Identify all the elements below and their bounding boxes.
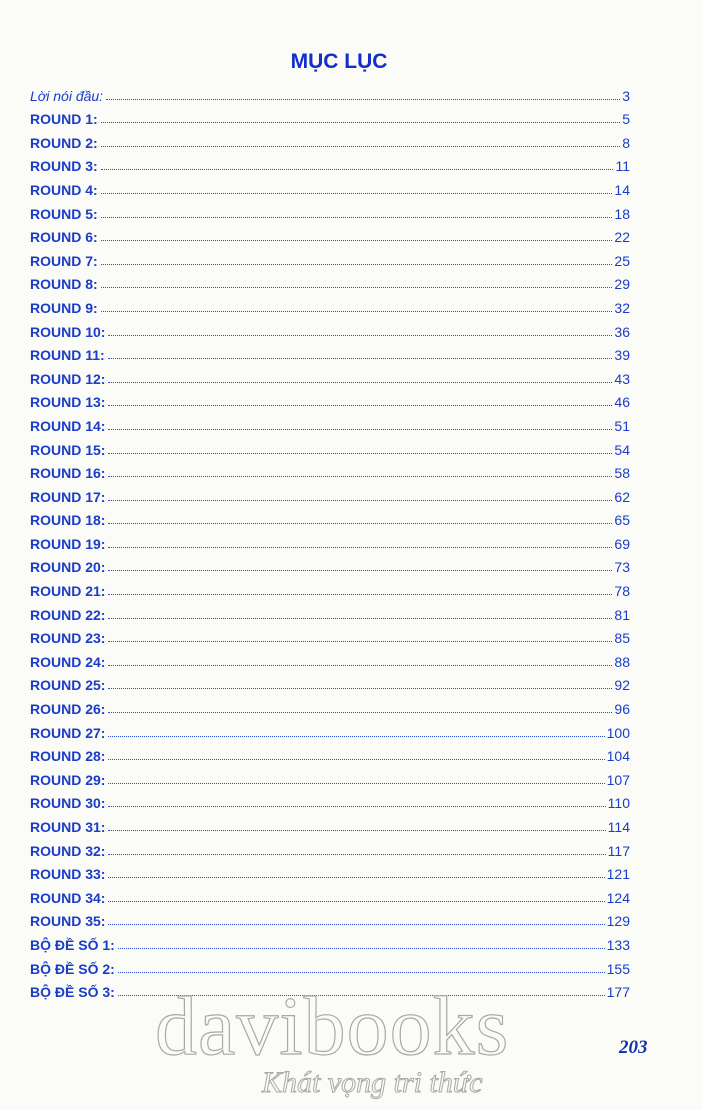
- toc-entry: [30, 80, 630, 104]
- toc-entry: [30, 104, 630, 128]
- dot-leader: [101, 193, 613, 194]
- dot-leader: [108, 358, 613, 359]
- dot-leader: [101, 287, 613, 288]
- toc-entry-label: ROUND 2:: [30, 134, 98, 151]
- toc-entry: [30, 929, 630, 953]
- toc-entry-page: 65: [614, 512, 630, 529]
- dot-leader: [101, 122, 621, 123]
- toc-entry-page: 133: [606, 936, 630, 953]
- toc-entry-label: ROUND 18:: [30, 512, 106, 529]
- dot-leader: [108, 877, 604, 878]
- toc-entry-page: 117: [607, 842, 630, 859]
- dot-leader: [101, 169, 614, 170]
- page-title: MỤC LỤC: [290, 50, 388, 73]
- toc-entry-page: 54: [614, 441, 630, 458]
- dot-leader: [118, 948, 605, 949]
- toc-entry-page: 104: [606, 748, 630, 765]
- dot-leader: [108, 405, 612, 406]
- toc-entry-label: ROUND 5:: [30, 205, 98, 222]
- dot-leader: [108, 453, 612, 454]
- toc-entry: [30, 481, 630, 505]
- toc-entry: [30, 599, 630, 623]
- toc-entry-page: 85: [614, 630, 630, 647]
- watermark-tagline: Khát vọng tri thức: [262, 1066, 483, 1099]
- toc-entry: [30, 811, 630, 835]
- toc-entry-label: ROUND 25:: [30, 677, 106, 694]
- dot-leader: [118, 972, 605, 973]
- toc-entry-label: ROUND 7:: [30, 252, 98, 269]
- dot-leader: [106, 99, 620, 100]
- dot-leader: [108, 570, 612, 571]
- toc-entry: [30, 127, 630, 151]
- toc-entry-page: 39: [614, 347, 630, 364]
- dot-leader: [108, 759, 604, 760]
- toc-entry-label: ROUND 27:: [30, 724, 106, 741]
- toc-entry: [30, 552, 630, 576]
- toc-entry: [30, 363, 630, 387]
- dot-leader: [108, 854, 605, 855]
- dot-leader: [108, 641, 612, 642]
- toc-entry: [30, 788, 630, 812]
- dot-leader: [108, 476, 612, 477]
- toc-entry-page: 5: [622, 111, 630, 128]
- toc-entry-label: ROUND 34:: [30, 889, 106, 906]
- dot-leader: [108, 736, 604, 737]
- dot-leader: [108, 688, 612, 689]
- dot-leader: [101, 240, 613, 241]
- toc-entry-page: 46: [614, 394, 630, 411]
- dot-leader: [101, 146, 621, 147]
- toc-entry-page: 73: [614, 559, 630, 576]
- toc-entry-label: ROUND 20:: [30, 559, 106, 576]
- dot-leader: [101, 311, 613, 312]
- toc-entry-page: 114: [607, 819, 630, 835]
- toc-entry-page: 177: [606, 984, 630, 1001]
- toc-entry-label: ROUND 12:: [30, 370, 106, 387]
- toc-entry: [30, 882, 630, 906]
- dot-leader: [108, 335, 612, 336]
- toc-entry-page: 62: [614, 488, 630, 505]
- toc-entry-page: 3: [622, 87, 630, 104]
- toc-entry-page: 29: [614, 276, 630, 293]
- toc-entry-label: ROUND 28:: [30, 748, 106, 765]
- toc-entry-page: 69: [614, 535, 630, 552]
- toc-entry: [30, 151, 630, 175]
- toc-entry-label: ROUND 16:: [30, 465, 106, 482]
- dot-leader: [101, 217, 613, 218]
- toc-entry-page: 88: [614, 653, 630, 670]
- toc-entry: [30, 859, 630, 883]
- dot-leader: [108, 924, 604, 925]
- toc-entry-page: 22: [614, 229, 630, 246]
- toc-entry-page: 32: [614, 299, 630, 316]
- toc-entry-label: ROUND 19:: [30, 535, 106, 552]
- toc-entry: [30, 340, 630, 364]
- toc-entry-label: ROUND 32:: [30, 842, 106, 859]
- toc-entry-label: ROUND 26:: [30, 701, 106, 718]
- toc-entry-page: 43: [614, 370, 630, 387]
- toc-entry: [30, 623, 630, 647]
- toc-entry: [30, 670, 630, 694]
- toc-entry-label: ROUND 35:: [30, 913, 106, 930]
- toc-entry-page: 78: [614, 583, 630, 600]
- toc-entry: [30, 528, 630, 552]
- toc-entry-label: ROUND 15:: [30, 441, 106, 458]
- toc-entry-page: 92: [614, 677, 630, 694]
- toc-entry: [30, 174, 630, 198]
- table-of-contents: [30, 80, 630, 1000]
- watermark-logo: davibooks: [155, 980, 510, 1073]
- toc-entry: [30, 693, 630, 717]
- toc-entry-label: ROUND 23:: [30, 630, 106, 647]
- toc-entry-page: 107: [606, 771, 630, 788]
- dot-leader: [108, 500, 612, 501]
- toc-entry: [30, 835, 630, 859]
- toc-entry-page: 121: [606, 866, 630, 883]
- dot-leader: [108, 783, 604, 784]
- toc-entry: [30, 222, 630, 246]
- toc-entry-page: 129: [606, 913, 630, 930]
- toc-entry: [30, 410, 630, 434]
- toc-entry-label: BỘ ĐỀ SỐ 1:: [30, 936, 115, 953]
- toc-entry: [30, 505, 630, 529]
- toc-entry: [30, 764, 630, 788]
- toc-entry: [30, 575, 630, 599]
- toc-entry-label: ROUND 21:: [30, 583, 106, 600]
- toc-entry-page: 110: [607, 795, 630, 812]
- toc-entry-label: BỘ ĐỀ SỐ 3:: [30, 984, 115, 1001]
- dot-leader: [108, 806, 605, 807]
- toc-entry-page: 81: [614, 606, 630, 623]
- toc-entry-label: Lời nói đầu:: [30, 87, 104, 104]
- dot-leader: [108, 618, 612, 619]
- page-number: 203: [619, 1037, 648, 1058]
- dot-leader: [108, 712, 612, 713]
- toc-entry: [30, 434, 630, 458]
- dot-leader: [108, 382, 612, 383]
- toc-entry-label: ROUND 14:: [30, 417, 106, 434]
- toc-entry: [30, 387, 630, 411]
- toc-entry-label: ROUND 22:: [30, 606, 106, 623]
- toc-entry: [30, 292, 630, 316]
- toc-entry-label: ROUND 30:: [30, 795, 106, 812]
- toc-entry-page: 11: [615, 158, 630, 175]
- toc-entry-label: ROUND 8:: [30, 276, 98, 293]
- toc-entry-label: ROUND 13:: [30, 394, 106, 411]
- toc-entry-page: 18: [614, 205, 630, 222]
- dot-leader: [108, 523, 612, 524]
- toc-entry-page: 124: [606, 889, 630, 906]
- toc-entry-label: ROUND 17:: [30, 488, 106, 505]
- dot-leader: [108, 901, 604, 902]
- toc-entry: [30, 198, 630, 222]
- toc-entry-label: ROUND 11:: [30, 347, 105, 364]
- toc-entry-label: ROUND 10:: [30, 323, 106, 340]
- toc-entry: [30, 269, 630, 293]
- toc-entry: [30, 458, 630, 482]
- toc-entry-page: 96: [614, 701, 630, 718]
- toc-entry-page: 36: [614, 323, 630, 340]
- toc-entry-page: 14: [614, 181, 630, 198]
- toc-entry-label: ROUND 3:: [30, 158, 98, 175]
- toc-entry: [30, 316, 630, 340]
- toc-entry-label: ROUND 9:: [30, 299, 98, 316]
- toc-entry-label: ROUND 4:: [30, 181, 98, 198]
- dot-leader: [108, 547, 612, 548]
- toc-entry-page: 8: [622, 134, 630, 151]
- toc-entry-label: BỘ ĐỀ SỐ 2:: [30, 960, 115, 977]
- toc-entry: [30, 717, 630, 741]
- dot-leader: [108, 830, 605, 831]
- dot-leader: [101, 264, 613, 265]
- toc-entry: [30, 245, 630, 269]
- toc-entry-label: ROUND 31:: [30, 819, 106, 835]
- toc-entry-label: ROUND 24:: [30, 653, 106, 670]
- toc-entry-page: 51: [614, 417, 630, 434]
- toc-entry-page: 25: [614, 252, 630, 269]
- toc-entry-page: 58: [614, 465, 630, 482]
- dot-leader: [108, 594, 612, 595]
- toc-entry: [30, 953, 630, 977]
- toc-entry-page: 100: [606, 724, 630, 741]
- dot-leader: [108, 429, 612, 430]
- toc-entry: [30, 741, 630, 765]
- toc-entry-label: ROUND 1:: [30, 111, 98, 128]
- toc-entry-label: ROUND 33:: [30, 866, 106, 883]
- toc-entry: [30, 646, 630, 670]
- toc-entry-label: ROUND 6:: [30, 229, 98, 246]
- toc-entry-page: 155: [606, 960, 630, 977]
- toc-entry: [30, 906, 630, 930]
- toc-entry-label: ROUND 29:: [30, 771, 106, 788]
- dot-leader: [108, 665, 612, 666]
